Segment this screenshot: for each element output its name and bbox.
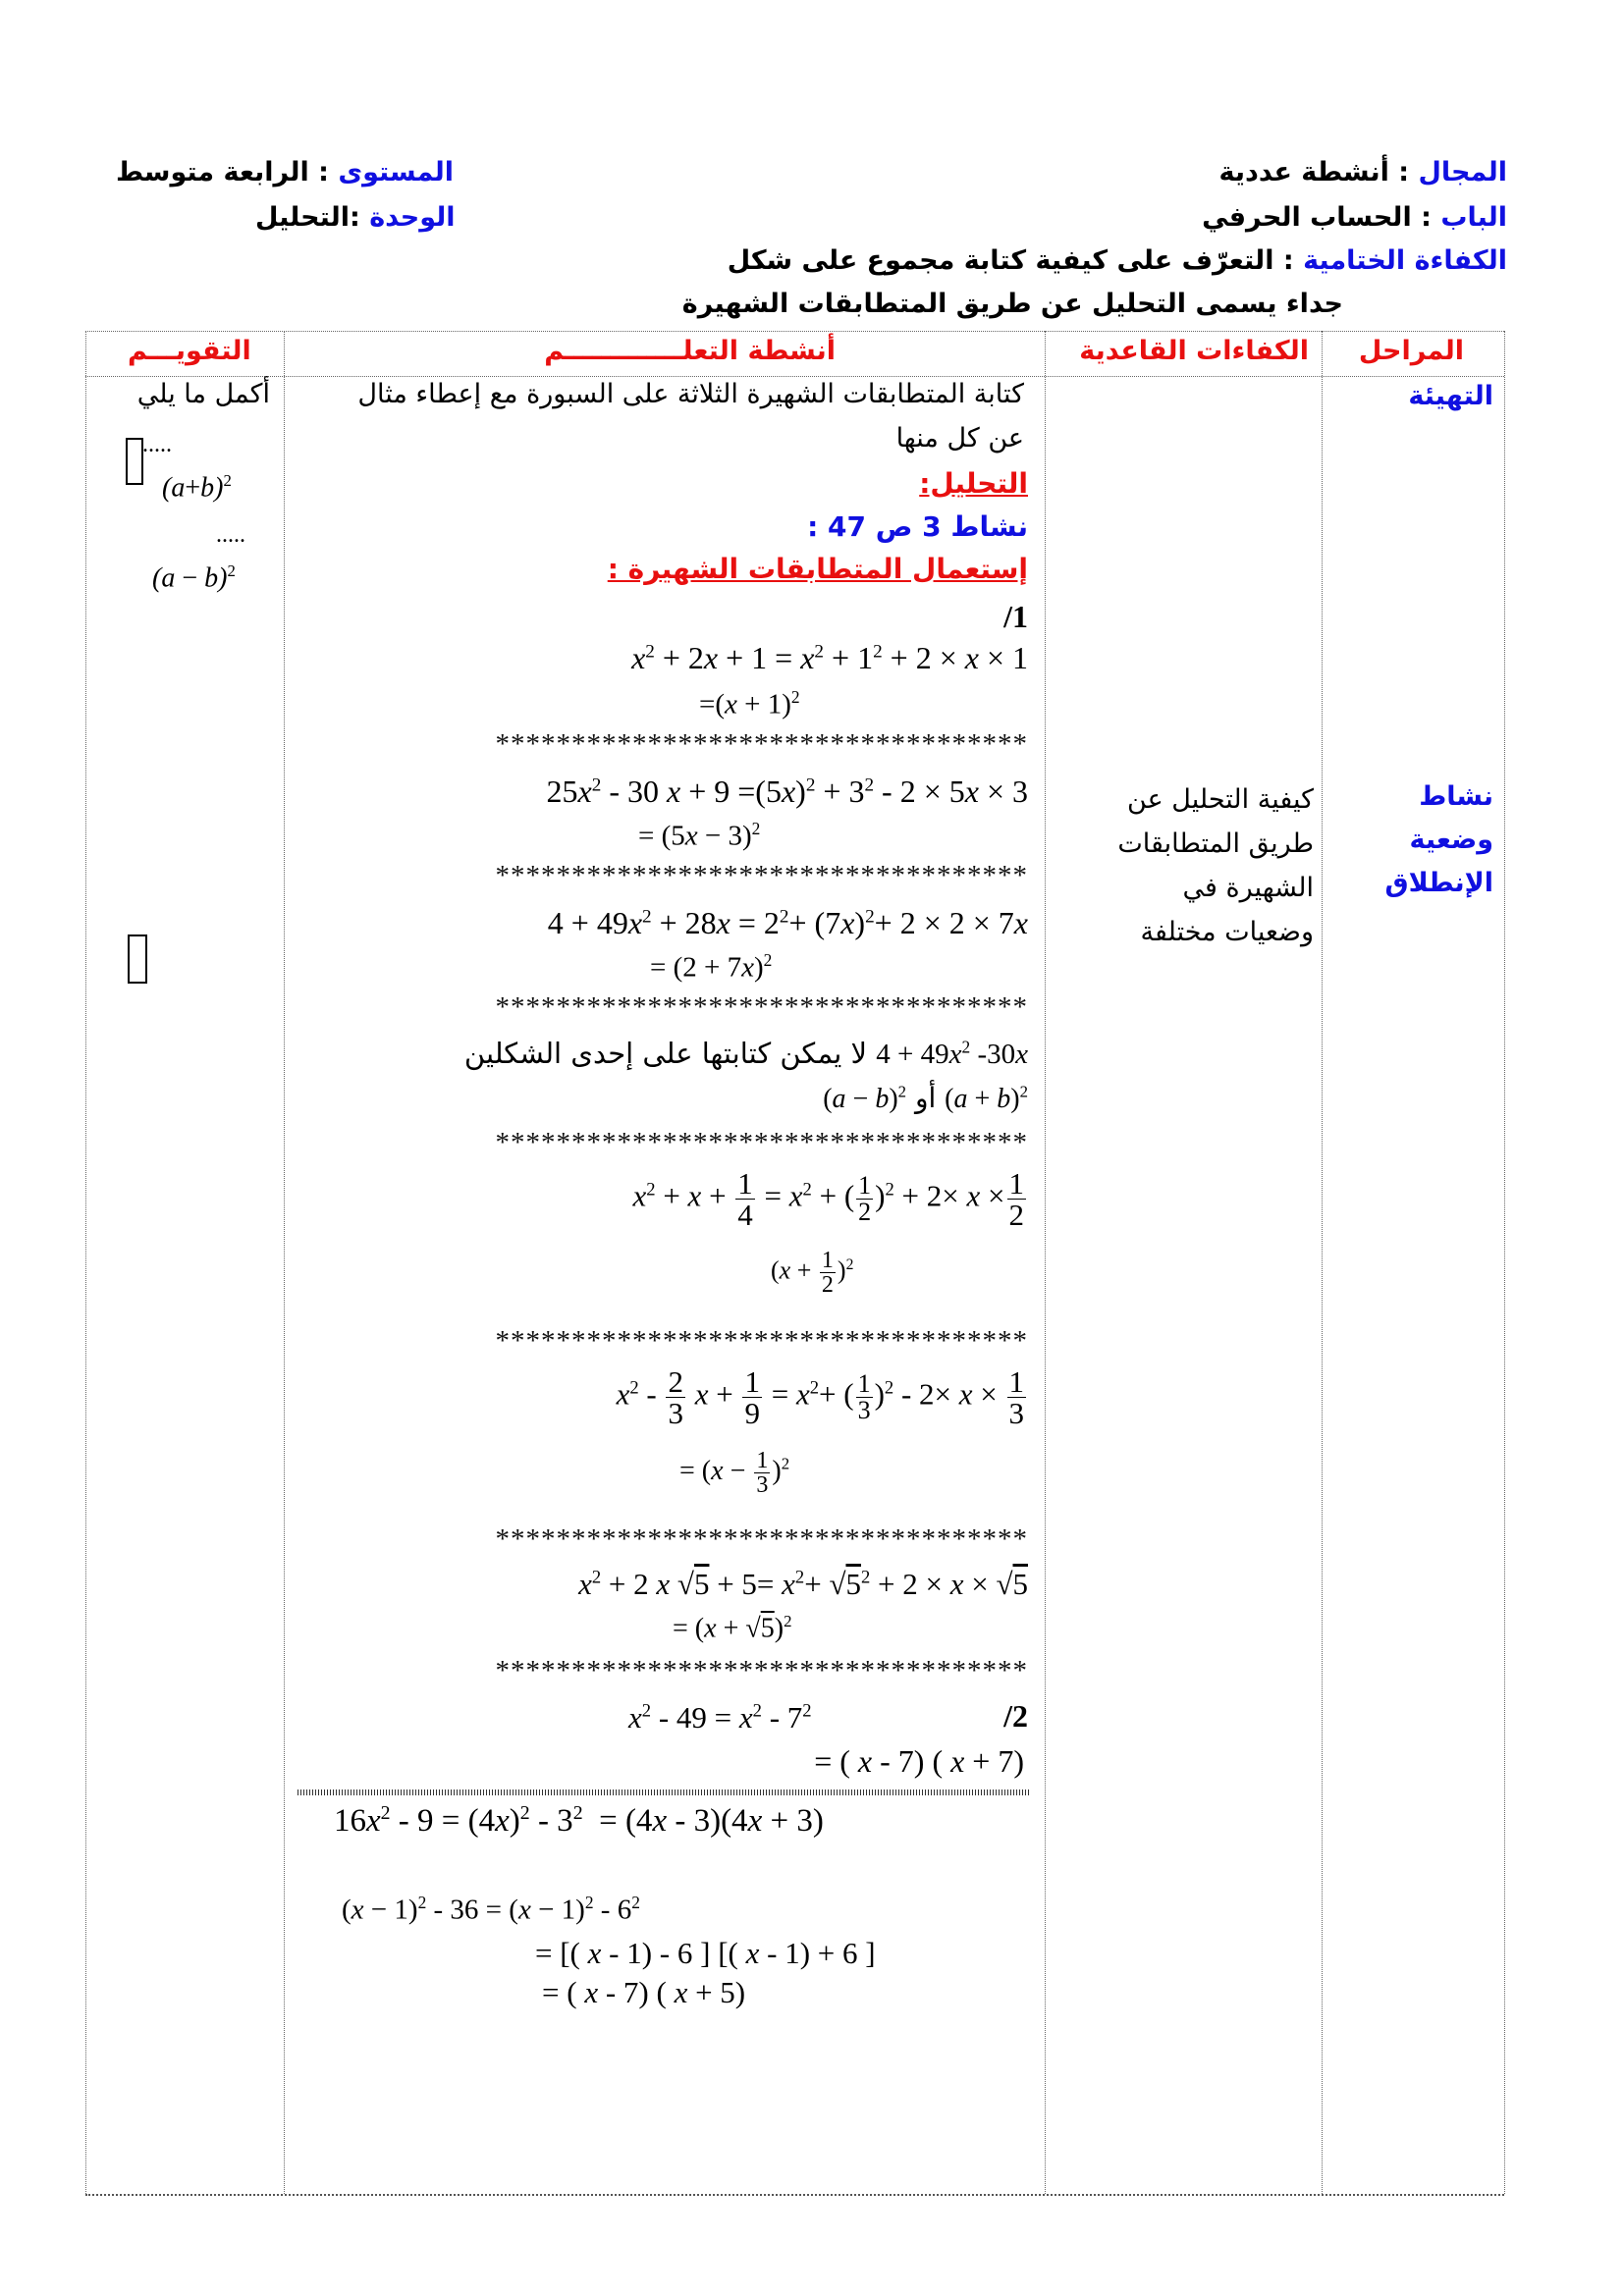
col-divider-3 — [1322, 331, 1323, 2194]
competency-line — [728, 245, 1507, 276]
base-competency-text — [1117, 777, 1314, 954]
equation-4: $x^2 + x$ + $\frac{1}{4}$ = $x^2$ + ( $\frac{1}{2}$ )$^2$ + 2× x × $\frac{1}{2}$ — [632, 1166, 1024, 1232]
separator-2: *********************************** — [495, 860, 1028, 891]
domain-value: : أنشطة عددية — [1218, 157, 1410, 187]
col-header-evaluation: التقويـــم — [128, 336, 251, 366]
usage-title: إستعمال المتطابقات الشهيرة : — [607, 553, 1028, 585]
evaluation-expr-1: $(a+b)^2$ — [162, 471, 232, 504]
form-a-minus-b: $(a - b)^2$ — [823, 1082, 907, 1114]
stage-warmup: التهيئة — [1408, 381, 1493, 411]
equation-3-result: = $(2 + 7x)^2$ — [650, 950, 773, 984]
not-possible-text: لا يمكن كتابتها على إحدى الشكلين — [463, 1037, 868, 1070]
part-2-divider — [298, 1789, 1029, 1795]
competency-value: : التعرّف على كيفية كتابة مجموع على شكل — [727, 245, 1294, 276]
equation-3: $4 + 49x^2 + 28x = 2^2+ (7x)^2+ 2 \times 2 \times 7x$ — [547, 905, 1028, 940]
stage-launch-line1: نشاط — [1419, 781, 1493, 812]
level-label: المستوى — [338, 157, 455, 187]
evaluation-dots-2: ..... — [216, 522, 245, 548]
col-header-base-competencies: الكفاءات القاعدية — [1079, 336, 1309, 366]
unit-line — [255, 202, 456, 233]
intro-line-1: كتابة المتطابقات الشهيرة الثلاثة على السبورة مع إعطاء مثال — [357, 379, 1024, 409]
equation-5: $x^2$ - $\frac{2}{3}$ x + $\frac{1}{9}$ = $x^2+$ ( $\frac{1}{3}$ )$^2$ - 2× x × $\frac{1}{3}$ — [616, 1364, 1024, 1430]
forms-line — [823, 1082, 1028, 1115]
analysis-title: التحليل: — [919, 467, 1028, 500]
level-line — [116, 157, 454, 187]
table-top-border — [85, 331, 1504, 332]
competency-label: الكفاءة الختامية — [1303, 245, 1507, 276]
equation-9-result: = ( x - 7) ( x + 5) — [542, 1975, 746, 2009]
unit-value: :التحليل — [255, 202, 360, 233]
base-competency-line3: الشهيرة في — [1182, 873, 1314, 903]
equation-2: $25x^2 - 30$ $x + 9 =(5x)^2 + 3^2 - 2 \times 5x \times 3$ — [546, 774, 1028, 809]
equation-9-step: = [( x - 1) - 6 ] [( x - 1) + 6 ] — [535, 1936, 876, 1970]
separator-5: *********************************** — [495, 1325, 1028, 1357]
or-word: أو — [914, 1082, 937, 1114]
separator-7: *********************************** — [495, 1655, 1028, 1686]
col-divider-2 — [1045, 331, 1046, 2194]
table-bottom-border — [85, 2194, 1504, 2196]
separator-6: *********************************** — [495, 1523, 1028, 1555]
table-right-border — [1504, 331, 1505, 2194]
part-1-label: /1 — [1003, 599, 1028, 634]
separator-4: *********************************** — [495, 1127, 1028, 1158]
equation-7-result: = ( x - 7) ( x + 7) — [814, 1743, 1024, 1779]
header-row-border — [85, 376, 1504, 377]
equation-5-result: = (x − $\frac{1}{3}$ )$^2$ — [679, 1448, 790, 1498]
form-a-plus-b: $(a + b)^2$ — [945, 1082, 1028, 1114]
equation-6: $x^2 + 2$ x $√5 + 5= x^2+ √5^2 + 2 \times x \times √5$ — [578, 1567, 1028, 1601]
equation-2-result: = $(5x - 3)^2$ — [638, 819, 761, 852]
equation-8: $16x^2 - 9 = (4x)^2 - 3^2 = (4x - 3)(4x + 3)$ — [334, 1802, 824, 1839]
not-possible-expr: $4 + 49x^2$ -30x — [876, 1037, 1028, 1070]
level-value: : الرابعة متوسط — [116, 157, 329, 187]
evaluation-expr-2: $(a - b)^2$ — [152, 561, 236, 594]
activity-ref: نشاط 3 ص 47 : — [807, 510, 1028, 543]
col-header-learning-activities: أنشطة التعلـــــــــــــم — [544, 336, 836, 366]
equation-7: $x^2 - 49 = x^2 - 7^2$ — [628, 1700, 812, 1735]
stage-launch — [1385, 775, 1493, 905]
equation-6-result: = $(x + √5)^2$ — [673, 1612, 792, 1644]
chapter-label: الباب — [1440, 202, 1507, 233]
base-competency-line4: وضعيات مختلفة — [1140, 917, 1314, 947]
table-left-border — [85, 331, 86, 2194]
answer-box-2[interactable] — [128, 934, 147, 984]
chapter-line — [1202, 202, 1507, 233]
equation-4-result: (x + $\frac{1}{2}$ )$^2$ — [771, 1248, 854, 1298]
separator-1: *********************************** — [495, 728, 1028, 760]
equation-9: $(x - 1)^2 - 36 = (x - 1)^2 - 6^2$ — [342, 1893, 640, 1926]
evaluation-dots-1: ..... — [142, 432, 172, 457]
not-possible-line — [464, 1037, 1028, 1071]
stage-launch-line3: الإنطلاق — [1384, 868, 1493, 898]
separator-3: *********************************** — [495, 991, 1028, 1023]
chapter-value: : الحساب الحرفي — [1202, 202, 1432, 233]
base-competency-line1: كيفية التحليل عن — [1127, 784, 1314, 815]
answer-box-1[interactable] — [126, 438, 143, 485]
stage-launch-line2: وضعية — [1409, 825, 1493, 855]
domain-label: المجال — [1418, 157, 1507, 187]
col-divider-1 — [284, 331, 285, 2194]
equation-1-result: $=(x + 1)^2$ — [699, 687, 800, 721]
domain-line — [1219, 157, 1508, 187]
equation-1: $x^2 + 2x + 1 = x^2 + 1^2 + 2 \times x \times 1$ — [631, 640, 1028, 675]
intro-line-2: عن كل منها — [895, 423, 1024, 454]
unit-label: الوحدة — [369, 202, 456, 233]
evaluation-prompt: أكمل ما يلي — [136, 379, 270, 409]
col-header-stages: المراحل — [1358, 336, 1464, 366]
part-2-label: /2 — [1003, 1698, 1028, 1734]
base-competency-line2: طريق المتطابقات — [1117, 828, 1314, 859]
competency-line-2: جداء يسمى التحليل عن طريق المتطابقات الشهيرة — [681, 289, 1343, 319]
